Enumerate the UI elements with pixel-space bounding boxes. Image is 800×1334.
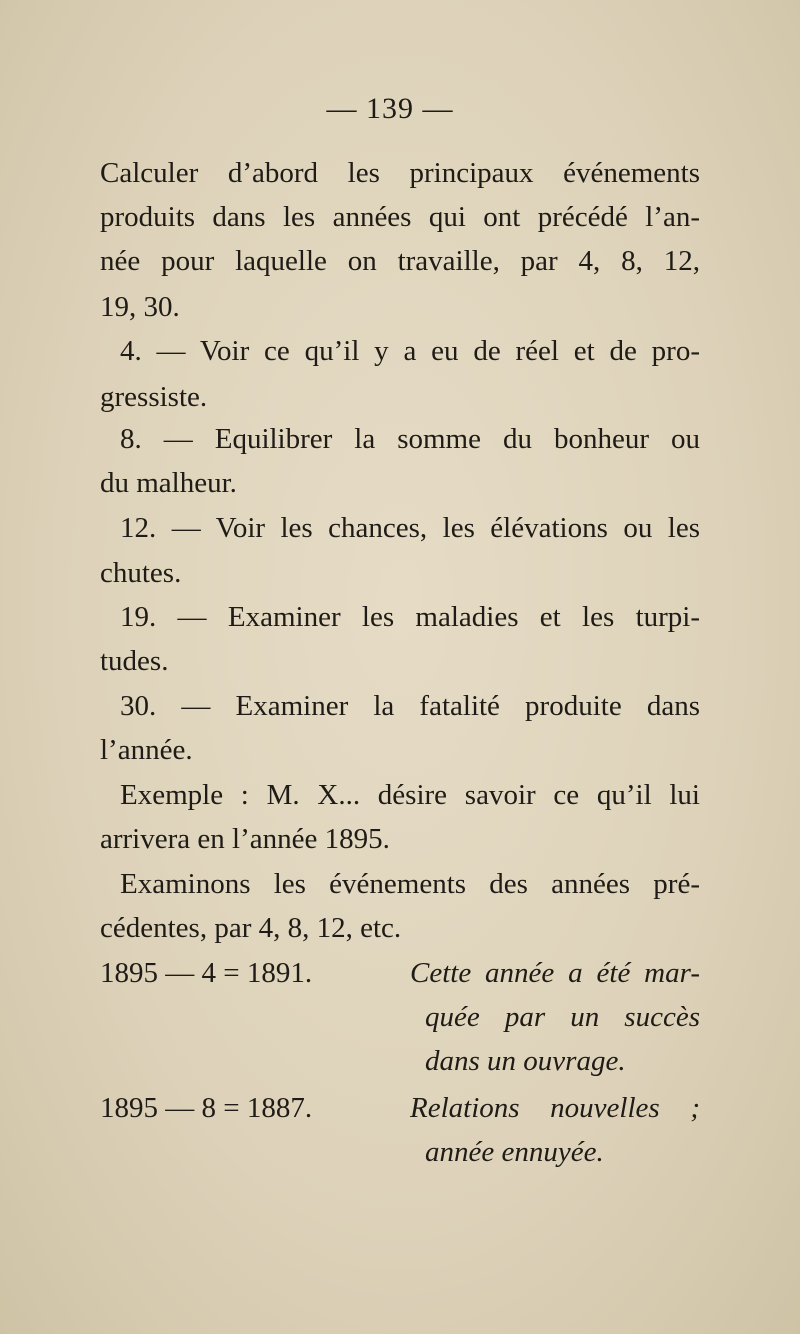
text-line: l’année. xyxy=(100,734,193,766)
equation-text: quée par un succès xyxy=(425,1001,700,1033)
text-line: cédentes, par 4, 8, 12, etc. xyxy=(100,912,402,944)
text-line: 4. — Voir ce qu’il y a eu de réel et de pro- xyxy=(120,335,700,367)
equation-text: Cette année a été mar- xyxy=(410,957,700,989)
text-line: 30. — Examiner la fatalité produite dans xyxy=(120,690,700,722)
equation-left: 1895 — 4 = 1891. xyxy=(100,957,313,989)
text-line: née pour laquelle on travaille, par 4, 8, 12, xyxy=(100,245,700,277)
text-line: chutes. xyxy=(100,557,182,589)
text-line: produits dans les années qui ont précédé l’an- xyxy=(100,201,700,233)
equation-text: Relations nouvelles ; xyxy=(410,1092,700,1124)
text-line: Calculer d’abord les principaux événements xyxy=(100,157,700,189)
text-line: gressiste. xyxy=(100,381,208,413)
text-line: Exemple : M. X... désire savoir ce qu’il lui xyxy=(120,779,700,811)
page-number: — 139 — xyxy=(326,92,454,125)
text-line: 8. — Equilibrer la somme du bonheur ou xyxy=(120,423,700,455)
text-line: arrivera en l’année 1895. xyxy=(100,823,390,855)
text-line: du malheur. xyxy=(100,467,237,499)
equation-text: dans un ouvrage. xyxy=(425,1045,626,1077)
text-line: 12. — Voir les chances, les élévations ou les xyxy=(120,512,700,544)
text-line: 19, 30. xyxy=(100,291,180,323)
text-line: Examinons les événements des années pré- xyxy=(120,868,700,900)
equation-left: 1895 — 8 = 1887. xyxy=(100,1092,313,1124)
text-line: tudes. xyxy=(100,645,169,677)
equation-text: année ennuyée. xyxy=(425,1136,604,1168)
text-line: 19. — Examiner les maladies et les turpi- xyxy=(120,601,700,633)
